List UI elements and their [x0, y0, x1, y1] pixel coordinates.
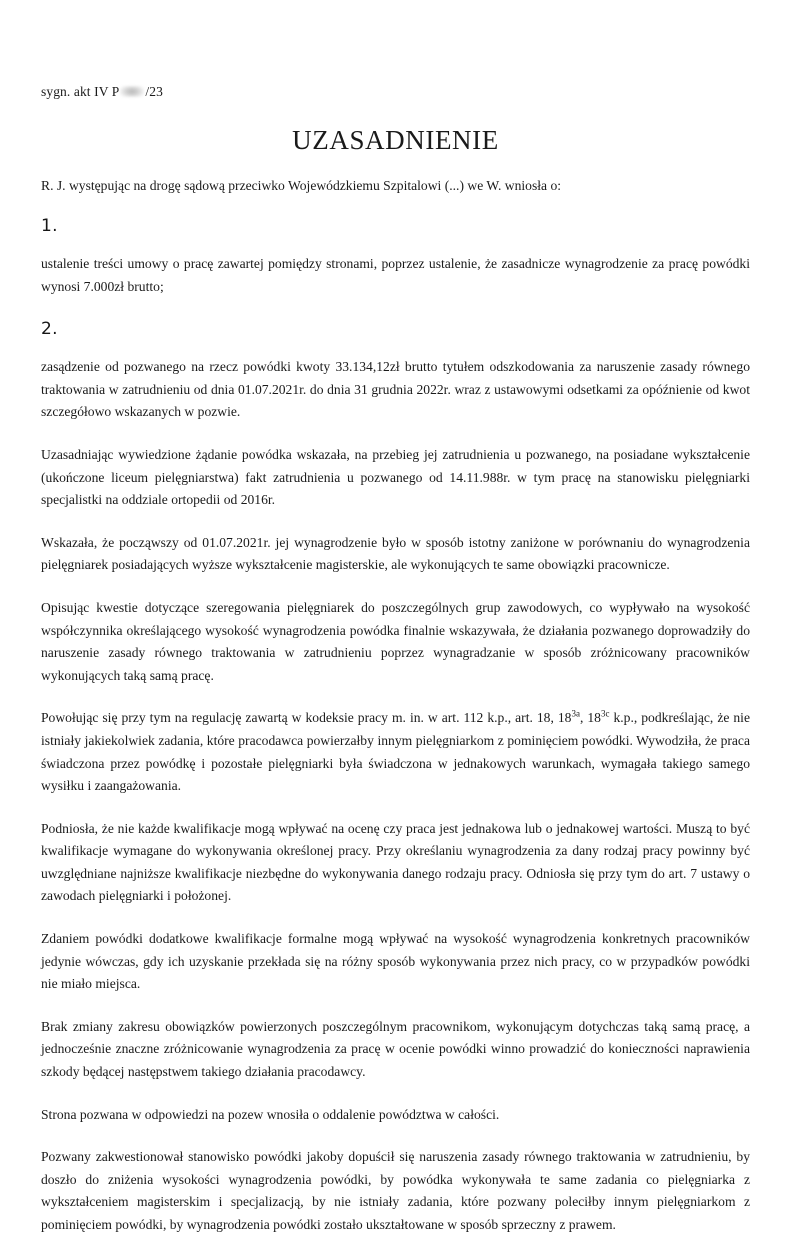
claim-text-1: ustalenie treści umowy o pracę zawartej pomiędzy stronami, poprzez ustalenie, że zasadnicze wynagrodzenie za pracę powódki wynosi 7.000zł brutto;: [41, 256, 750, 294]
redaction-block: [120, 86, 144, 97]
intro-paragraph: R. J. występując na drogę sądową przeciwko Wojewódzkiemu Szpitalowi (...) we W. wniosła o:: [41, 178, 562, 193]
legal-citation-mid: , 18: [579, 710, 601, 726]
claim-text-2: zasądzenie od pozwanego na rzecz powódki kwoty 33.134,12zł brutto tytułem odszkodowania za naruszenie zasady równego traktowania w zatrudnieniu od dnia 01.07.2021r. do dnia 31 grudnia 2022r. wraz z ustawowymi odsetkami za opóźnienie od kwot szczegółowo wskazanych w pozwie.: [41, 359, 750, 420]
paragraph-pozwany: Pozwany zakwestionował stanowisko powódki jakoby dopuścił się naruszenia zasady równego traktowania w zatrudnieniu, by doszło do zniżenia wysokości wynagrodzenia powódki, by powódka wykonywała te same zadania co pielęgniarka z wykształceniem magisterskim i specjalizacją, by nie istniały zadania, które pozwany poleciłby innym pielęgniarkom z pominięciem powódki, by wynagrodzenia powódki zostało ukształtowane w sposób sprzeczny z prawem.: [41, 1149, 750, 1232]
case-signature-suffix: /23: [145, 84, 163, 99]
legal-citation-after: k.p., podkreślając, że nie istniały jakiekolwiek zadania, które pracodawca powierzałby innym pielęgniarkom z pominięciem powódki. Wywodziła, że praca świadczona przez powódkę i pozostałe pielęgniarki była świadczona w jednakowych warunkach, wymagała takiego samego wysiłku i zaangażowania.: [41, 710, 750, 794]
case-signature-prefix: sygn. akt IV P: [41, 84, 120, 99]
superscript-3c: 3c: [600, 708, 610, 719]
legal-citation-before: Powołując się przy tym na regulację zawartą w kodeksie pracy m. in. w art. 112 k.p., art. 18, 18: [41, 710, 572, 726]
paragraph-strona-pozwana: Strona pozwana w odpowiedzi na pozew wnosiła o oddalenie powództwa w całości.: [41, 1106, 500, 1122]
paragraph-brak-zmiany: Brak zmiany zakresu obowiązków powierzonych poszczególnym pracownikom, wykonującym dotychczas taką samą pracę, a jednocześnie znaczne zróżnicowanie wynagrodzenia za pracę w ocenie powódki winno prowadzić do konieczności naprawienia szkody będącej następstwem takiego działania pracodawcy.: [41, 1018, 750, 1080]
document-body: [41, 84, 750, 1237]
paragraph-wskazala: Wskazała, że począwszy od 01.07.2021r. jej wynagrodzenie było w sposób istotny zaniżone w porównaniu do wynagrodzenia pielęgniarek posiadających wyższe wykształcenie magisterskie, ale wykonujących te same obowiązki pracownicze.: [41, 534, 750, 573]
superscript-3a: 3a: [571, 708, 580, 719]
claim-marker-2: 2.: [41, 319, 58, 340]
claim-marker-1: 1.: [41, 216, 58, 236]
paragraph-opisujac: Opisując kwestie dotyczące szeregowania pielęgniarek do poszczególnych grup zawodowych, co wypływało na wysokość współczynnika określającego wysokość wynagrodzenia powódka finalnie wskazywała, że działania pozwanego doprowadziły do naruszenie zasady równego traktowania w zatrudnieniu poprzez wynagradzanie w sposób zróżnicowany pracowników wykonujących taką samą pracę.: [41, 599, 750, 683]
paragraph-zdaniem: Zdaniem powódki dodatkowe kwalifikacje formalne mogą wpływać na wysokość wynagrodzenia konkretnych pracowników jedynie wówczas, gdy ich uzyskanie przekłada się na różny sposób wykonywania przez nich pracy, co w przypadków powódki nie miało miejsca.: [41, 931, 750, 992]
case-signature: [41, 84, 750, 100]
paragraph-uzasadniajac: Uzasadniając wywiedzione żądanie powódka wskazała, na przebieg jej zatrudnienia u pozwanego, na posiadane wykształcenie (ukończone liceum pielęgniarstwa) fakt zatrudnienia u pozwanego od 14.11.988r. w tym pracę na stanowisku pielęgniarki specjalistki na oddziale ortopedii od 2016r.: [41, 446, 750, 508]
page-title: UZASADNIENIE: [292, 125, 499, 155]
paragraph-podniosla: Podniosła, że nie każde kwalifikacje mogą wpływać na ocenę czy praca jest jednakowa lub o jednakowej wartości. Muszą to być kwalifikacje wymagane do wykonywania określonej pracy. Przy określaniu wynagrodzenia za dany rodzaj pracy powinny być uwzględniane najniższe kwalifikacje niezbędne do wykonywania danego rodzaju pracy. Odniosła się przy tym do art. 7 ustawy o zawodach pielęgniarki i położonej.: [41, 820, 750, 904]
paragraph-powolujac: [41, 707, 750, 797]
